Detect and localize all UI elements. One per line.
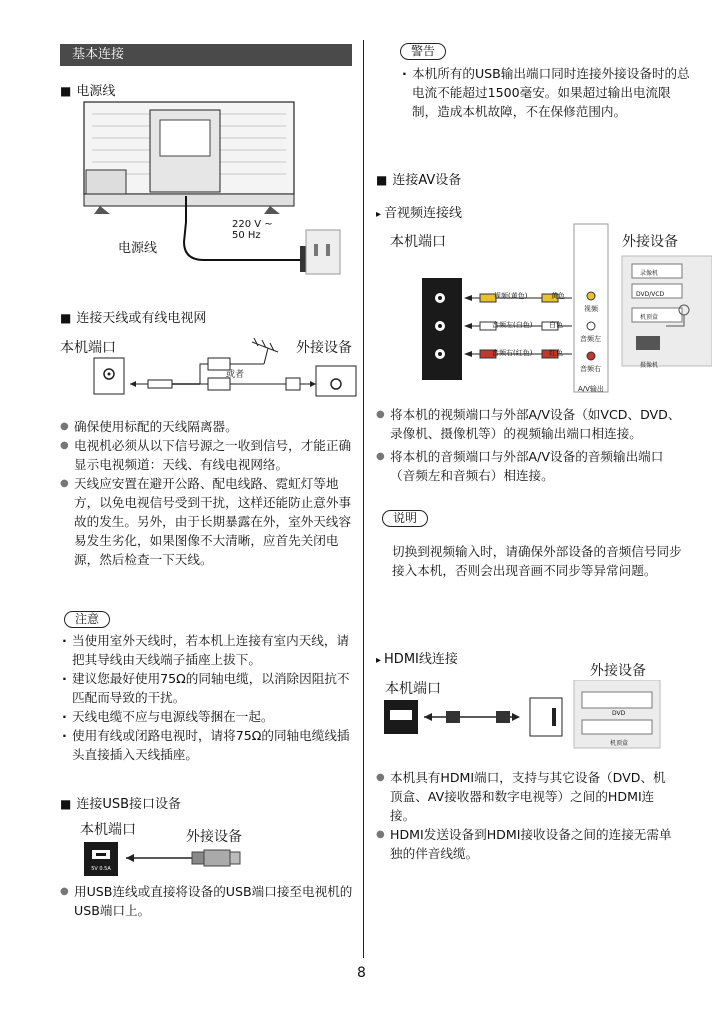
hdmi-dev-dvd: DVD [612,710,626,717]
hdmi-local-port-label: 本机端口 [385,681,441,697]
av-jack-video: 视频 [584,305,598,313]
usb-local-port-label: 本机端口 [80,822,136,838]
av-external-label: 外接设备 [622,234,678,250]
antenna-bullet: ● 电视机必须从以下信号源之一收到信号，才能正确显示电视频道：天线、有线电视网络。 [60,436,358,474]
note-item: · 当使用室外天线时，若本机上连接有室内天线，请把其导线由天线端子插座上拔下。 [60,631,360,669]
usb-heading [60,793,181,812]
hdmi-heading-text: HDMI线连接 [384,652,458,667]
av-cable-left: 音频左(白色) [492,321,533,329]
av-jack-left: 音频左 [580,335,601,343]
note-item: · 使用有线或闭路电视时，请将75Ω的同轴电缆线插头直接插入天线插座。 [60,726,360,764]
usb-bullets [60,882,360,920]
svg-text:5V 0.5A: 5V 0.5A [91,866,111,872]
av-subheading [376,202,462,221]
hdmi-heading [376,648,458,667]
av-out-label: A/V输出 [578,385,604,393]
av-bullet: ● 将本机的视频端口与外部A/V设备（如VCD、DVD、录像机、摄像机等）的视频输出端口相连接。 [376,405,686,443]
note-badge: 注意 [64,611,110,628]
hdmi-external-label: 外接设备 [590,663,646,679]
av-heading-text: 连接AV设备 [392,173,462,188]
antenna-heading [60,307,206,326]
antenna-bullet: ● 确保使用标配的天线隔离器。 [60,417,358,436]
hdmi-dev-stb: 机顶盒 [610,740,629,747]
usb-diagram [82,842,252,878]
warning-text-block [400,64,690,121]
antenna-external-label: 外接设备 [296,340,352,356]
power-heading [60,80,115,99]
power-cord-label: 电源线 [118,241,158,256]
av-dev-dvd: DVD/VCD [636,291,665,298]
hdmi-bullets [376,768,678,863]
note-item: · 建议您最好使用75Ω的同轴电缆，以消除因阻抗不匹配而导致的干扰。 [60,669,360,707]
warning-text: · 本机所有的USB输出端口同时连接外接设备时的总电流不能超过1500毫安。如果超过输出电流限制，造成本机故障，不在保修范围内。 [400,64,690,121]
note-list [60,631,360,764]
section-header: 基本连接 [60,44,352,66]
av-cable-video: 视频(黄色) [494,292,528,300]
av-color-white: 白色 [549,321,563,329]
usb-bullet: ● 用USB连线或直接将设备的USB端口接至电视机的USB端口上。 [60,882,360,920]
explain-text: 切换到视频输入时，请确保外部设备的音频信号同步接入本机，否则会出现音画不同步等异常问题。 [392,544,682,578]
page-number: 8 [357,965,366,981]
usb-external-label: 外接设备 [186,829,242,845]
usb-heading-text: 连接USB接口设备 [76,797,182,812]
note-item: · 天线电缆不应与电源线等捆在一起。 [60,707,360,726]
antenna-bullets [60,417,358,569]
or-label: 或者 [226,370,245,380]
voltage-label: 220 V ~ 50 Hz [232,219,273,241]
av-jack-right: 音频右 [580,365,601,373]
column-divider [363,40,364,958]
power-heading-text: 电源线 [76,84,116,99]
antenna-diagram [90,338,360,400]
av-diagram [422,222,712,394]
av-color-yellow: 黄色 [551,292,565,300]
av-local-port-label: 本机端口 [390,234,446,250]
warning-badge: 警告 [400,43,446,60]
av-dev-stb: 机顶盒 [640,314,659,321]
av-color-red: 红色 [549,349,563,357]
av-dev-cam: 摄像机 [640,362,659,369]
av-heading [376,169,461,188]
antenna-bullet: ● 天线应安置在避开公路、配电线路、霓虹灯等地方，以免电视信号受到干扰，这样还能防止意外事故的发生。另外，由于长期暴露在外，室外天线容易发生劣化，如果图像不大清晰，应首先关闭电源，然后检查一下天线。 [60,474,358,569]
explain-badge: 说明 [382,510,428,527]
av-bullet: ● 将本机的音频端口与外部A/V设备的音频输出端口（音频左和音频右）相连接。 [376,447,686,485]
hdmi-bullet: ● 本机具有HDMI端口，支持与其它设备（DVD、机顶盒、AV接收器和数字电视等）之间的HDMI连接。 [376,768,678,825]
hdmi-bullet: ● HDMI发送设备到HDMI接收设备之间的连接无需单独的伴音线缆。 [376,825,678,863]
av-subheading-text: 音视频连接线 [384,206,463,221]
av-cable-right: 音频右(红色) [492,349,533,357]
antenna-heading-text: 连接天线或有线电视网 [76,311,207,326]
av-dev-vcr: 录像机 [640,270,659,277]
av-bullets [376,405,686,485]
antenna-local-port-label: 本机端口 [60,340,116,356]
